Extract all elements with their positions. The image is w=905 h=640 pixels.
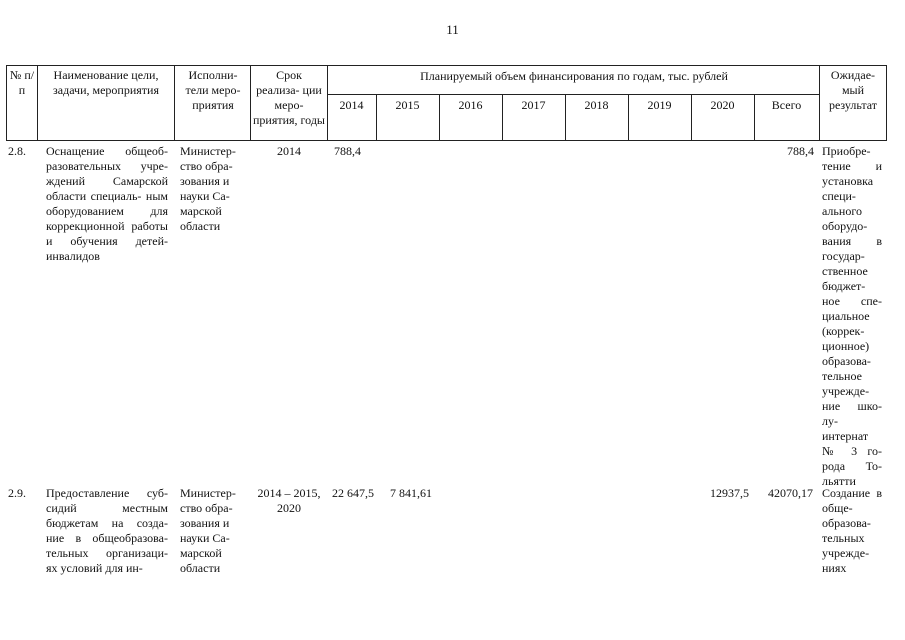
row-value-2014: 788,4 [334, 144, 361, 158]
row-name: Оснащение общеоб- разовательных учре- ждений Самарской области специаль- ным оборудованием для коррекционной работы и обучения детей-инвалидов [46, 144, 168, 263]
row-value-2014: 22 647,5 [332, 486, 374, 500]
col-divider [250, 65, 251, 141]
header-year-2018: 2018 [584, 98, 609, 112]
col-divider [37, 65, 38, 141]
header-total: Всего [771, 98, 802, 112]
row-total: 788,4 [787, 144, 814, 158]
row-value-2015: 7 841,61 [390, 486, 432, 500]
page-number: 11 [446, 22, 459, 37]
col-divider [174, 65, 175, 141]
row-number: 2.9. [8, 486, 26, 500]
row-name: Предоставление суб- сидий местным бюджетам на созда- ние в общеобразова- тельных организаци- ях условий для ин- [46, 486, 168, 575]
row-result: Приобре- тение и установка специ- ального оборудо- вания в государ- ственное бюджет- ное спе- циальное (коррек- ционное) образова- тельное учрежде- ние шко- лу- интернат № 3 го- рода То- льятти [822, 144, 882, 488]
header-year-2016: 2016 [458, 98, 483, 112]
header-year-2020: 2020 [710, 98, 735, 112]
header-year-2015: 2015 [395, 98, 420, 112]
header-num: № п/п [9, 68, 35, 97]
row-executor: Министер- ство обра- зования и науки Са- марской области [180, 144, 236, 233]
header-year-2017: 2017 [521, 98, 546, 112]
years-header-rule [327, 94, 819, 95]
row-executor: Министер- ство обра- зования и науки Са- марской области [180, 486, 236, 575]
header-year-2014: 2014 [339, 98, 364, 112]
header-name: Наименование цели, задачи, мероприятия [53, 68, 159, 97]
col-divider [6, 65, 7, 141]
col-divider [886, 65, 887, 141]
row-total: 42070,17 [768, 486, 813, 500]
header-year-2019: 2019 [647, 98, 672, 112]
header-financing: Планируемый объем финансирования по годам, тыс. рублей [420, 69, 728, 83]
row-period: 2014 [277, 144, 301, 158]
header-period: Срок реализа- ции меро- приятия, годы [253, 68, 325, 127]
row-number: 2.8. [8, 144, 26, 158]
row-result: Создание в обще- образова- тельных учрежде- ниях [822, 486, 882, 575]
table-top-border [6, 65, 886, 66]
row-value-2020: 12937,5 [710, 486, 749, 500]
col-divider [819, 65, 820, 141]
header-executor: Исполни- тели меро- приятия [185, 68, 241, 112]
header-result: Ожидае- мый результат [828, 68, 878, 112]
row-period: 2014 – 2015, 2020 [257, 486, 321, 515]
